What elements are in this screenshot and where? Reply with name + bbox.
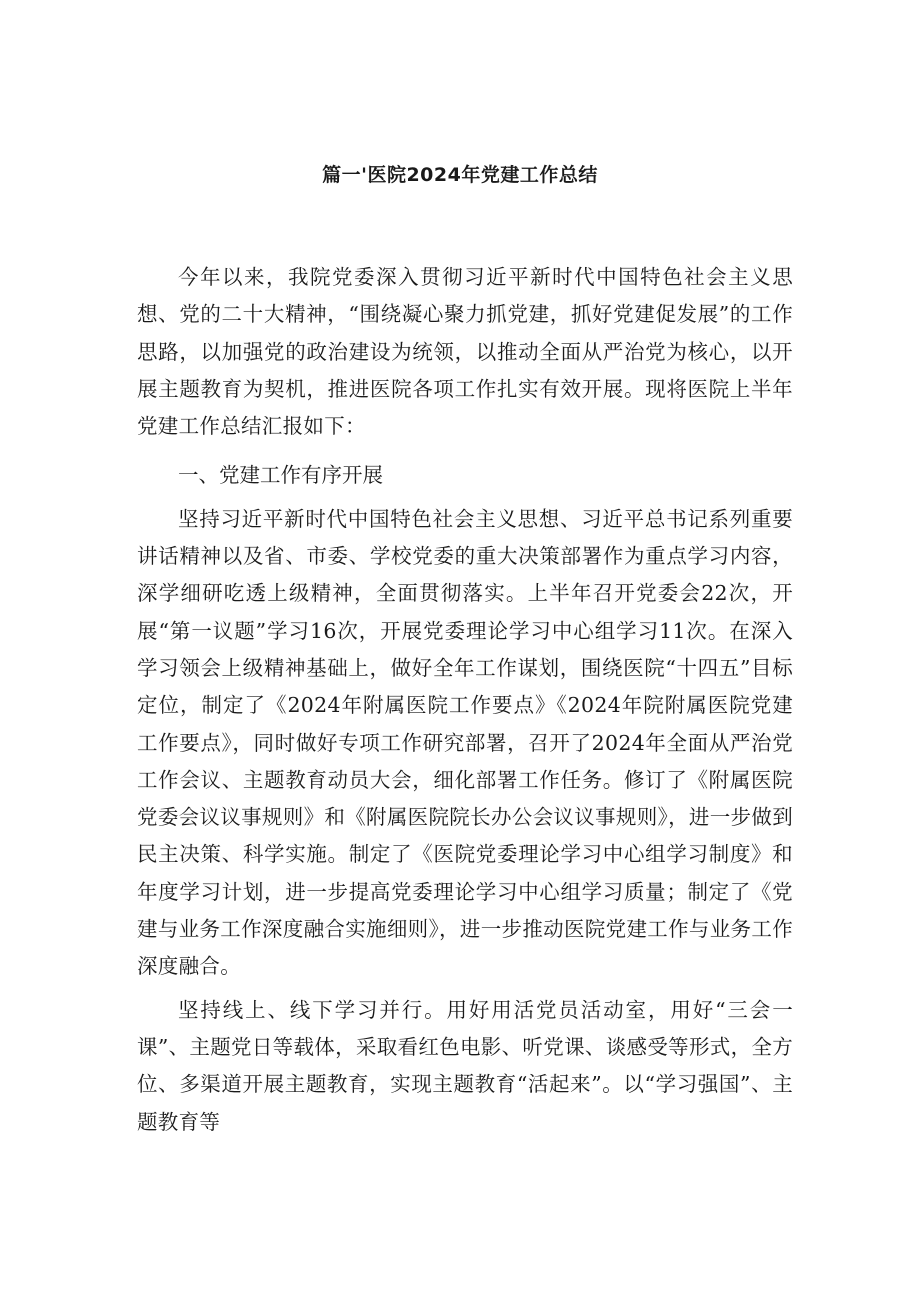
body-paragraph: 坚持习近平新时代中国特色社会主义思想、习近平总书记系列重要讲话精神以及省、市委、学校党委的重大决策部署作为重点学习内容，深学细研吃透上级精神，全面贯彻落实。上半年召开党委会22次，开展“第一议题”学习16次，开展党委理论学习中心组学习11次。在深入学习领会上级精神基础上，做好全年工作谋划，围绕医院“十四五”目标定位，制定了《2024年附属医院工作要点》《2024年院附属医院党建工作要点》，同时做好专项工作研究部署，召开了2024年全面从严治党工作会议、主题教育动员大会，细化部署工作任务。修订了《附属医院党委会议议事规则》和《附属医院院长办公会议议事规则》，进一步做到民主决策、科学实施。制定了《医院党委理论学习中心组学习制度》和年度学习计划，进一步提高党委理论学习中心组学习质量；制定了《党建与业务工作深度融合实施细则》，进一步推动医院党建工作与业务工作深度融合。 xyxy=(137,506,793,979)
document-title: 篇一'医院2024年党建工作总结 xyxy=(322,164,598,186)
intro-paragraph: 今年以来，我院党委深入贯彻习近平新时代中国特色社会主义思想、党的二十大精神，“围绕凝心聚力抓党建，抓好党建促发展”的工作思路，以加强党的政治建设为统领，以推动全面从严治党为核心，以开展主题教育为契机，推进医院各项工作扎实有效开展。现将医院上半年党建工作总结汇报如下： xyxy=(137,265,793,439)
section-heading: 一、党建工作有序开展 xyxy=(178,463,383,488)
document-body xyxy=(137,259,793,1141)
body-paragraph: 坚持线上、线下学习并行。用好用活党员活动室，用好“三会一课”、主题党日等载体，采取看红色电影、听党课、谈感受等形式，全方位、多渠道开展主题教育，实现主题教育“活起来”。以“学习强国”、主题教育等 xyxy=(137,997,793,1134)
